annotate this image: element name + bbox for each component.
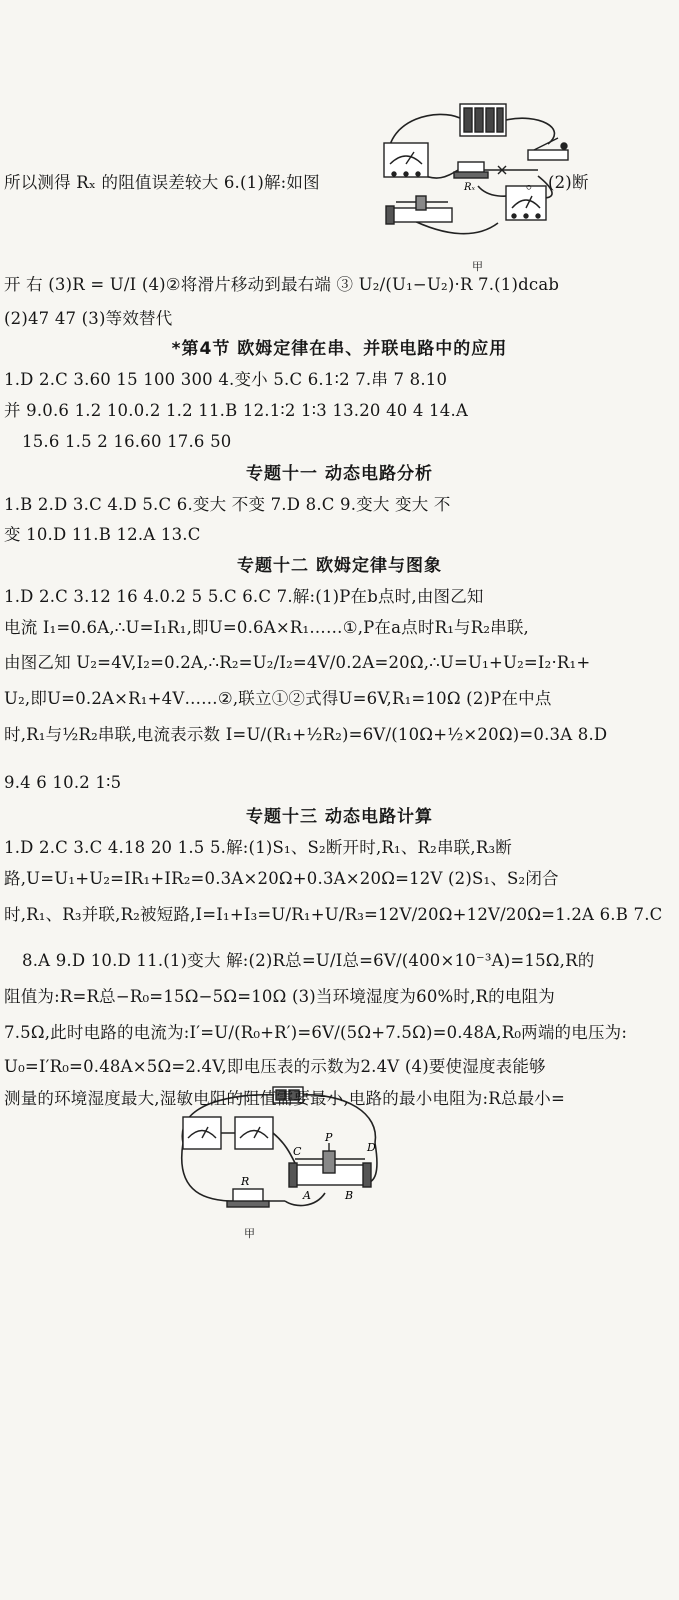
label-r: R bbox=[241, 1175, 250, 1188]
answer-line: 并 9.0.6 1.2 10.0.2 1.2 11.B 12.1∶2 1∶3 13.20 40 4 14.A bbox=[4, 401, 469, 420]
rx-label: Rₓ bbox=[464, 182, 476, 193]
label-b: B bbox=[345, 1189, 354, 1202]
answer-line: 所以测得 Rₓ 的阻值误差较大 6.(1)解:如图 。 (2)断 bbox=[4, 173, 589, 192]
answer-line: 开 右 (3)R = U/I (4)②将滑片移动到最右端 ③ U₂/(U₁−U₂)·R 7.(1)dcab bbox=[4, 275, 560, 294]
answer-line: 时,R₁与½R₂串联,电流表示数 I=U/(R₁+½R₂)=6V/(10Ω+½×20Ω)=0.3A 8.D bbox=[4, 725, 608, 744]
answer-line: 1.D 2.C 3.C 4.18 20 1.5 5.解:(1)S₁、S₂断开时,R₁、R₂串联,R₃断 bbox=[4, 838, 512, 857]
answer-line: 1.D 2.C 3.12 16 4.0.2 5 5.C 6.C 7.解:(1)P在b点时,由图乙知 bbox=[4, 587, 484, 606]
answer-line: 变 10.D 11.B 12.A 13.C bbox=[4, 525, 201, 544]
answer-line: 时,R₁、R₃并联,R₂被短路,I=I₁+I₃=U/R₁+U/R₃=12V/20Ω+12V/20Ω=1.2A 6.B 7.C bbox=[4, 905, 663, 924]
answer-line: 9.4 6 10.2 1∶5 bbox=[4, 773, 122, 792]
answer-line: 由图乙知 U₂=4V,I₂=0.2A,∴R₂=U₂/I₂=4V/0.2A=20Ω,∴U=U₁+U₂=I₂·R₁+ bbox=[4, 653, 591, 672]
answer-line: 1.B 2.D 3.C 4.D 5.C 6.变大 不变 7.D 8.C 9.变大 变大 不 bbox=[4, 495, 451, 514]
answer-line: 7.5Ω,此时电路的电流为:I′=U/(R₀+R′)=6V/(5Ω+7.5Ω)=0.48A,R₀两端的电压为: bbox=[4, 1023, 628, 1042]
answer-line: 电流 I₁=0.6A,∴U=I₁R₁,即U=0.6A×R₁……①,P在a点时R₁与R₂串联, bbox=[4, 618, 529, 637]
answer-line: U₀=I′R₀=0.48A×5Ω=2.4V,即电压表的示数为2.4V (4)要使湿度表能够 bbox=[4, 1057, 546, 1076]
answer-line: 测量的环境湿度最大,湿敏电阻的阻值需要最小,电路的最小电阻为:R总最小= bbox=[4, 1089, 565, 1108]
label-d: D bbox=[367, 1141, 376, 1154]
answer-line: 15.6 1.5 2 16.60 17.6 50 bbox=[22, 432, 232, 451]
section-heading: 专题十三 动态电路计算 bbox=[246, 807, 433, 827]
answer-line: U₂,即U=0.2A×R₁+4V……②,联立①②式得U=6V,R₁=10Ω (2)P在中点 bbox=[4, 689, 552, 708]
label-c: C bbox=[293, 1145, 302, 1158]
figure-1-caption: 甲 bbox=[472, 260, 483, 273]
section-heading: *第4节 欧姆定律在串、并联电路中的应用 bbox=[171, 339, 508, 359]
label-a: A bbox=[303, 1189, 311, 1202]
answer-line: 8.A 9.D 10.D 11.(1)变大 解:(2)R总=U/I总=6V/(400×10⁻³A)=15Ω,R的 bbox=[22, 951, 595, 970]
figure-2-caption: 甲 bbox=[244, 1227, 255, 1240]
section-heading: 专题十一 动态电路分析 bbox=[246, 464, 433, 484]
answer-line: 阻值为:R=R总−R₀=15Ω−5Ω=10Ω (3)当环境湿度为60%时,R的电阻为 bbox=[4, 987, 555, 1006]
answer-line: 1.D 2.C 3.60 15 100 300 4.变小 5.C 6.1∶2 7.串 7 8.10 bbox=[4, 370, 448, 389]
label-p: P bbox=[325, 1131, 333, 1144]
answer-line: (2)47 47 (3)等效替代 bbox=[4, 309, 173, 328]
section-heading: 专题十二 欧姆定律与图象 bbox=[237, 556, 442, 576]
answer-line: 路,U=U₁+U₂=IR₁+IR₂=0.3A×20Ω+0.3A×20Ω=12V (2)S₁、S₂闭合 bbox=[4, 869, 559, 888]
